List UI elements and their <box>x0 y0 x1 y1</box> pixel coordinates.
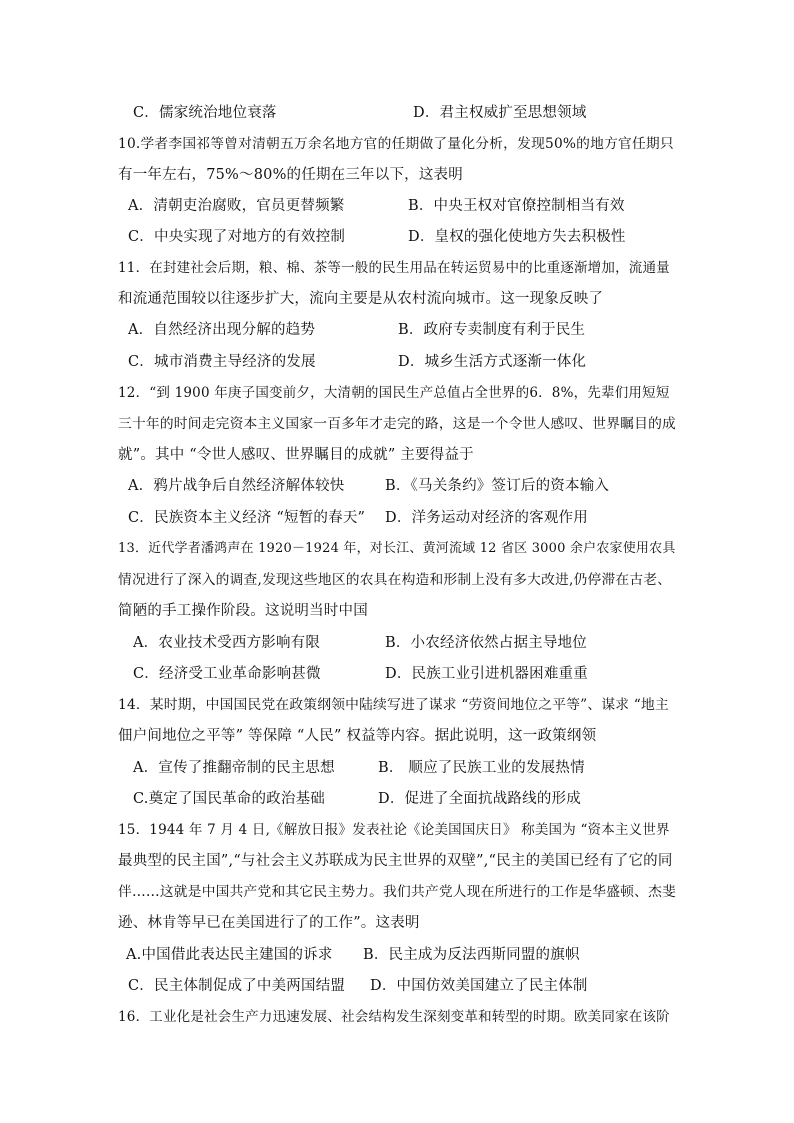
q12-option-d: D．洋务运动对经济的客观作用 <box>385 510 588 526</box>
q11-option-d: D．城乡生活方式逐渐一体化 <box>398 354 587 370</box>
q14-option-c: C.奠定了国民革命的政治基础 <box>133 791 325 807</box>
q14-option-a: A．宣传了推翻帝制的民主思想 <box>133 760 335 776</box>
q9-option-d: D．君主权威扩至思想领域 <box>413 105 587 121</box>
q12-stem-line-1: 12．“到 1900 年庚子国变前夕，大清朝的国民生产总值占全世界的6．8%，先辈们用短短 <box>118 385 670 401</box>
q14-option-b: B． 顺应了民族工业的发展热情 <box>378 760 585 776</box>
q13-stem-line-3: 简陋的手工操作阶段。这说明当时中国 <box>118 603 368 619</box>
q13-option-a: A．农业技术受西方影响有限 <box>133 635 321 651</box>
q10-stem-line-2: 有一年左右，75%～80%的任期在三年以下，这表明 <box>118 167 463 183</box>
q15-stem-line-3: 伴……这就是中国共产党和其它民主势力。我们共产党人现在所进行的工作是华盛顿、杰斐 <box>118 884 677 900</box>
q13-stem-line-2: 情况进行了深入的调查,发现这些地区的农具在构造和形制上没有多大改进,仍停滞在古老、 <box>118 572 672 588</box>
q12-stem-line-2: 三十年的时间走完资本主义国家一百多年才走完的路，这是一个令世人感叹、世界瞩目的成 <box>118 416 677 432</box>
q15-stem-line-4: 逊、林肯等早已在美国进行了的工作”。这表明 <box>118 915 420 931</box>
q15-option-d: D．中国仿效美国建立了民主体制 <box>370 978 588 994</box>
q15-option-a: A.中国借此表达民主建国的诉求 <box>126 947 333 963</box>
q14-option-d: D．促进了全面抗战路线的形成 <box>378 791 581 807</box>
q14-stem-line-2: 佃户间地位之平等” 等保障 “人民” 权益等内容。据此说明，这一政策纲领 <box>118 728 597 744</box>
q15-option-b: B．民主成为反法西斯同盟的旗帜 <box>363 947 580 963</box>
q11-stem-line-1: 11．在封建社会后期，粮、棉、茶等一般的民生用品在转运贸易中的比重逐渐增加，流通量 <box>118 260 670 276</box>
q10-option-d: D．皇权的强化使地方失去积极性 <box>408 229 626 245</box>
q12-option-c: C．民族资本主义经济 “短暂的春天” <box>128 510 366 526</box>
q12-stem-line-3: 就”。其中 “令世人感叹、世界瞩目的成就” 主要得益于 <box>118 447 474 463</box>
q12-option-b: B．《马关条约》签订后的资本输入 <box>385 478 610 494</box>
q9-option-c: C．儒家统治地位衰落 <box>133 105 277 121</box>
q10-stem-line-1: 10.学者李国祁等曾对清朝五万余名地方官的任期做了量化分析，发现50%的地方官任期只 <box>118 136 674 152</box>
q14-stem-line-1: 14．某时期，中国国民党在政策纲领中陆续写进了谋求 “劳资间地位之平等”、谋求 “地主 <box>118 697 669 713</box>
q15-option-c: C．民主体制促成了中美两国结盟 <box>128 978 346 994</box>
q13-option-b: B．小农经济依然占据主导地位 <box>385 635 587 651</box>
q10-option-a: A．清朝吏治腐败，官员更替频繁 <box>128 198 345 214</box>
q10-option-b: B．中央王权对官僚控制相当有效 <box>408 198 625 214</box>
q12-option-a: A．鸦片战争后自然经济解体较快 <box>128 478 345 494</box>
q13-stem-line-1: 13．近代学者潘鸿声在 1920－1924 年，对长江、黄河流域 12 省区 3000 余户农家使用农具 <box>118 541 676 556</box>
q13-option-d: D．民族工业引进机器困难重重 <box>385 666 588 682</box>
q11-option-b: B．政府专卖制度有利于民生 <box>398 322 586 338</box>
q15-stem-line-1: 15．1944 年 7 月 4 日,《解放日报》发表社论《论美国国庆日》 称美国为 “资本主义世界 <box>118 822 670 838</box>
q11-stem-line-2: 和流通范围较以往逐步扩大，流向主要是从农村流向城市。这一现象反映了 <box>118 291 604 307</box>
q15-stem-line-2: 最典型的民主国”,“与社会主义苏联成为民主世界的双壁”,“民主的美国已经有了它的同 <box>118 853 673 869</box>
q11-option-a: A．自然经济出现分解的趋势 <box>128 322 316 338</box>
q13-option-c: C．经济受工业革命影响甚微 <box>133 666 321 682</box>
q11-option-c: C．城市消费主导经济的发展 <box>128 354 316 370</box>
q10-option-c: C．中央实现了对地方的有效控制 <box>128 229 346 245</box>
q16-stem-line-1: 16．工业化是社会生产力迅速发展、社会结构发生深刻变革和转型的时期。欧美同家在该阶 <box>118 1009 670 1025</box>
